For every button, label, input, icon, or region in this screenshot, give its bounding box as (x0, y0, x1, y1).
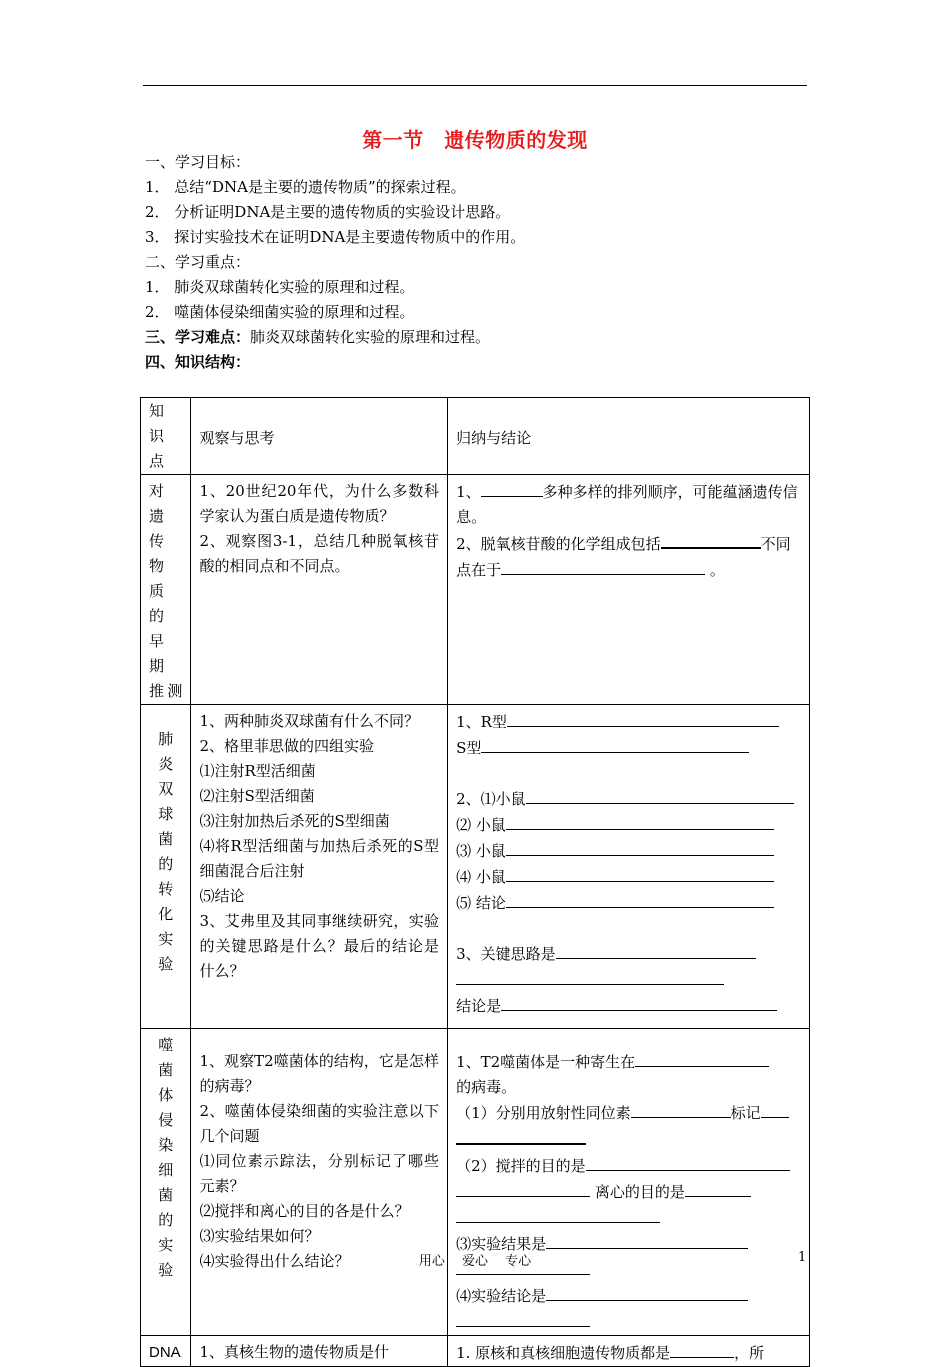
row2-q3: 3、艾弗里及其同事继续研究，实验的关键思路是什么？最后的结论是什么？ (199, 912, 440, 980)
topic-char: 的 (158, 855, 174, 873)
row1-a1-pre: 1、 (456, 483, 481, 501)
topic-char: 菌 (158, 1061, 174, 1079)
header-observe-think: 观察与思考 (191, 398, 448, 475)
goal-2: 2． 分析证明DNA是主要的遗传物质的实验设计思路。 (145, 203, 511, 221)
blank[interactable] (456, 1205, 660, 1223)
row1-a1-post: 多种多样的排列顺序，可能蕴涵遗传信息。 (456, 483, 798, 526)
row3-a1: 1、T2噬菌体是一种寄生在 (456, 1053, 636, 1071)
difficulty-line (145, 327, 490, 347)
topic-char: 转 (158, 880, 174, 898)
topic-char: 炎 (158, 755, 174, 773)
knowledge-structure-table (140, 397, 810, 1367)
row4-a1: 1. 原核和真核细胞遗传物质都是 (456, 1344, 671, 1362)
row1-topic-text: 对 遗 传 物 质 的 早 期 推测 (149, 482, 183, 700)
row3-q2: 2、噬菌体侵染细菌的实验注意以下几个问题 (199, 1102, 440, 1145)
blank[interactable] (501, 993, 777, 1011)
row1-a1 (456, 479, 801, 530)
row3-answers (448, 1029, 810, 1336)
blank[interactable] (506, 890, 774, 908)
row1-a2-pre: 2、脱氧核苷酸的化学组成包括 (456, 535, 661, 553)
blank[interactable] (685, 1179, 751, 1197)
difficulty-heading: 三、学习难点： (145, 328, 251, 346)
blank[interactable] (670, 1340, 734, 1358)
topic-char: 化 (158, 905, 174, 923)
row2-a1: 1、R型 (456, 713, 507, 731)
page-number: 1 (798, 1250, 807, 1265)
row2-a2b: ⑵ 小鼠 (456, 816, 506, 834)
focus-1: 1． 肺炎双球菌转化实验的原理和过程。 (145, 278, 415, 296)
row2-q2b: ⑵注射S型活细菌 (199, 787, 315, 805)
header-rule (143, 85, 807, 86)
row3-a1b: 的病毒。 (456, 1078, 517, 1096)
row4-q1: 1、真核生物的遗传物质是什 (191, 1336, 448, 1367)
row2-q2c: ⑶注射加热后杀死的S型细菌 (199, 812, 390, 830)
blank[interactable] (761, 1100, 789, 1118)
topic-char: 噬 (158, 1036, 174, 1054)
topic-char: 侵 (158, 1111, 174, 1129)
topic-char: 肺 (158, 730, 174, 748)
table-row (141, 1336, 810, 1367)
blank[interactable] (506, 812, 774, 830)
blank[interactable] (546, 1231, 748, 1249)
blank[interactable] (456, 1309, 590, 1327)
topic-char: 菌 (158, 1186, 174, 1204)
row3-q2d: ⑷实验得出什么结论？ (199, 1252, 350, 1270)
topic-char: 的 (158, 1211, 174, 1229)
row2-a2a: 2、⑴小鼠 (456, 790, 526, 808)
row3-topic (141, 1029, 191, 1336)
row2-a3b: 结论是 (456, 997, 502, 1015)
header-knowledge-point: 知 识 点 (141, 398, 191, 475)
blank[interactable] (481, 479, 543, 497)
row2-answers (448, 705, 810, 1029)
row4-answers (448, 1336, 810, 1367)
blank[interactable] (526, 786, 794, 804)
row2-topic (141, 705, 191, 1029)
row2-a3: 3、关键思路是 (456, 945, 556, 963)
blank[interactable] (507, 709, 779, 727)
row2-q2e: ⑸结论 (199, 887, 245, 905)
row2-a1b: S型 (456, 739, 482, 757)
topic-char: 验 (158, 955, 174, 973)
goal-1: 1． 总结“DNA是主要的遗传物质”的探索过程。 (145, 178, 466, 196)
difficulty-text: 肺炎双球菌转化实验的原理和过程。 (250, 328, 491, 346)
blank[interactable] (456, 1179, 590, 1197)
focus-2: 2． 噬菌体侵染细菌实验的原理和过程。 (145, 303, 415, 321)
topic-char: 细 (158, 1161, 174, 1179)
topic-char: 菌 (158, 830, 174, 848)
blank[interactable] (586, 1153, 790, 1171)
topic-char: 染 (158, 1136, 174, 1154)
row1-questions (191, 475, 448, 705)
page-title: 第一节 遗传物质的发现 (362, 128, 588, 152)
table-header-row (141, 398, 810, 475)
blank[interactable] (661, 530, 761, 549)
row1-answers (448, 475, 810, 705)
blank[interactable] (456, 967, 724, 985)
topic-char: 验 (158, 1261, 174, 1279)
row3-q2c: ⑶实验结果如何？ (199, 1227, 320, 1245)
row2-a2d: ⑷ 小鼠 (456, 868, 506, 886)
row2-a2e: ⑸ 结论 (456, 894, 506, 912)
topic-char: 实 (158, 930, 174, 948)
table-row (141, 705, 810, 1029)
topic-char: 球 (158, 805, 174, 823)
goal-3: 3． 探讨实验技术在证明DNA是主要遗传物质中的作用。 (145, 228, 526, 246)
blank[interactable] (506, 864, 774, 882)
blank[interactable] (556, 941, 756, 959)
header-summary-conclusion: 归纳与结论 (448, 398, 810, 475)
footer-text: 用心 爱心 专心 (418, 1254, 532, 1269)
blank[interactable] (635, 1049, 769, 1067)
row4-a1-post: ，所 (734, 1344, 765, 1362)
row2-q1: 1、两种肺炎双球菌有什么不同？ (199, 712, 419, 730)
row1-topic (141, 475, 191, 705)
row3-q2a: ⑴同位素示踪法，分别标记了哪些元素？ (199, 1152, 440, 1195)
topic-char: 双 (158, 780, 174, 798)
row3-a4: ⑶实验结果是 (456, 1235, 547, 1253)
blank[interactable] (481, 735, 749, 753)
structure-heading: 四、知识结构： (145, 353, 251, 371)
row1-a2 (456, 530, 801, 583)
topic-char: 体 (158, 1086, 174, 1104)
row2-a2c: ⑶ 小鼠 (456, 842, 506, 860)
row3-a5: ⑷实验结论是 (456, 1287, 547, 1305)
blank[interactable] (456, 1126, 586, 1145)
row3-a2: （1）分别用放射性同位素 (456, 1104, 631, 1122)
row3-a3: （2）搅拌的目的是 (456, 1157, 586, 1175)
goals-heading: 一、学习目标： (145, 153, 251, 171)
row4-topic: DNA (141, 1336, 191, 1367)
row3-q2b: ⑵搅拌和离心的目的各是什么？ (199, 1202, 410, 1220)
row3-q1: 1、观察T2噬菌体的结构，它是怎样的病毒？ (199, 1052, 440, 1095)
focus-heading: 二、学习重点： (145, 253, 251, 271)
row2-q2a: ⑴注射R型活细菌 (199, 762, 316, 780)
row1-q2: 2、观察图3-1，总结几种脱氧核苷酸的相同点和不同点。 (199, 532, 440, 575)
table-row (141, 475, 810, 705)
row3-a3-mid: 离心的目的是 (594, 1183, 685, 1201)
row1-q1: 1、20世纪20年代，为什么多数科学家认为蛋白质是遗传物质？ (199, 482, 440, 525)
topic-char: 实 (158, 1236, 174, 1254)
row2-questions (191, 705, 448, 1029)
row2-q2d: ⑷将R型活细菌与加热后杀死的S型细菌混合后注射 (199, 837, 440, 880)
table-row (141, 1029, 810, 1336)
row2-q2: 2、格里菲思做的四组实验 (199, 737, 374, 755)
blank[interactable] (546, 1283, 748, 1301)
blank[interactable] (506, 838, 774, 856)
row1-a2-end: 。 (709, 561, 725, 579)
blank[interactable] (501, 557, 705, 575)
row1-a2-mid: 不同点在于 (456, 535, 791, 579)
blank[interactable] (631, 1100, 731, 1118)
row3-a2-mid: 标记 (730, 1104, 761, 1122)
row3-questions (191, 1029, 448, 1336)
